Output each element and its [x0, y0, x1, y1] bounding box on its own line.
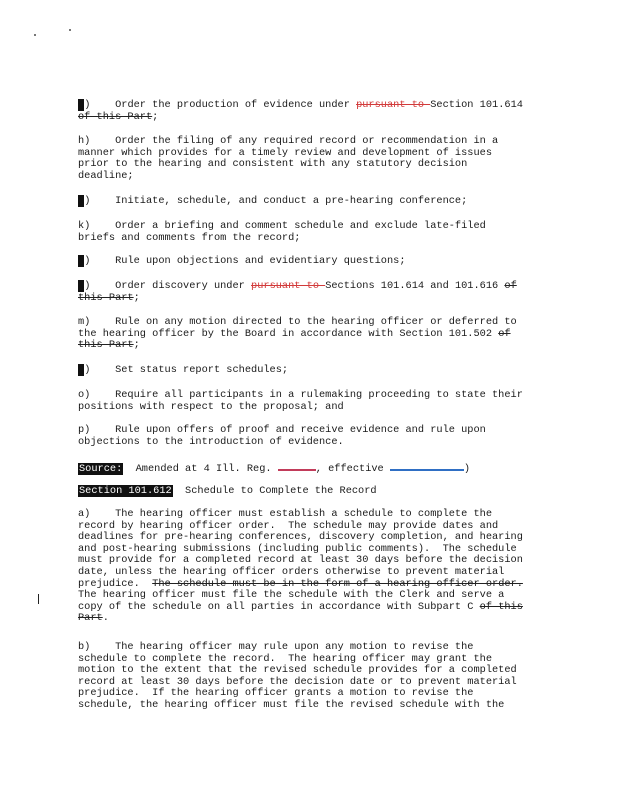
text-run: date, unless the hearing officer orders otherwise to prevent material	[78, 565, 505, 578]
scan-speck	[34, 34, 36, 36]
text-run: k) Order a briefing and comment schedule and exclude late-filed	[78, 220, 486, 232]
redacted-letter: k	[78, 255, 85, 267]
text-run: objections to the introduction of evidence.	[78, 435, 344, 448]
text-run: p) Rule upon offers of proof and receive evidence and rule upon	[78, 424, 486, 436]
text-run: h) Order the filing of any required record or recommendation in a	[78, 135, 499, 147]
text-run: schedule, the hearing officer must file the revised schedule with the	[78, 698, 505, 711]
text-line	[78, 365, 538, 377]
section-heading	[78, 486, 538, 498]
scan-speck	[69, 29, 71, 31]
text-line	[78, 602, 538, 614]
text-run: Sections 101.614 and 101.616	[325, 280, 505, 292]
redacted-letter: g	[78, 99, 85, 111]
section-title: Schedule to Complete the Record	[172, 485, 377, 497]
text-run: m) Rule on any motion directed to the hearing officer or deferred to	[78, 316, 517, 328]
text-run: o) Require all participants in a rulemaking proceeding to state their	[78, 389, 523, 401]
text-line	[78, 281, 538, 293]
text-run: schedule to complete the record. The hearing officer may grant the	[78, 652, 493, 665]
source-text: )	[463, 463, 471, 475]
paragraph-i	[78, 196, 538, 208]
text-line	[78, 700, 538, 712]
deleted-text: of	[504, 280, 517, 292]
deleted-text: this Part	[78, 339, 134, 352]
text-run: copy of the schedule on all parties in accordance with Subpart C	[78, 600, 480, 613]
deleted-text-red: pursuant to	[356, 99, 431, 111]
source-text: Ill. Reg.	[209, 463, 278, 475]
text-line	[78, 402, 538, 414]
deleted-text-red: pursuant to	[251, 280, 326, 292]
text-run: ) Set status report schedules;	[84, 364, 289, 376]
paragraph-o	[78, 390, 538, 413]
text-run: deadline;	[78, 169, 134, 182]
text-line	[78, 196, 538, 208]
deleted-text: of this	[479, 600, 523, 613]
revision-margin-bar	[38, 594, 39, 604]
blank-effective-date	[390, 461, 464, 471]
text-run: The hearing officer must file the schedule with the Clerk and serve a	[78, 589, 505, 602]
text-line	[78, 256, 538, 268]
text-line	[78, 233, 538, 245]
text-line	[78, 613, 538, 625]
text-run: ) Order the production of evidence under	[84, 99, 357, 111]
text-run: Section 101.614	[430, 99, 523, 111]
source-label: Source:	[79, 463, 123, 475]
text-run: ) Initiate, schedule, and conduct a pre-hearing conference;	[84, 195, 468, 207]
blank-reg-number	[278, 461, 316, 471]
paragraph-m	[78, 317, 538, 352]
source-text: Amended at 4	[123, 463, 210, 475]
text-run: record by hearing officer order. The schedule may provide dates and	[78, 519, 499, 532]
text-run: ;	[133, 339, 140, 352]
section-number: Section 101.612	[79, 485, 172, 497]
text-line	[78, 112, 538, 124]
text-run: ;	[133, 291, 140, 304]
text-run: a) The hearing officer must establish a schedule to complete the	[78, 508, 493, 520]
deleted-text: this Part	[78, 291, 134, 304]
text-run: prejudice. If the hearing officer grants a motion to revise the	[78, 687, 474, 700]
text-line	[78, 159, 538, 171]
deleted-text: of this Part	[78, 110, 153, 123]
paragraph-h	[78, 136, 538, 182]
text-run: record at least 30 days before the decision date or to prevent material	[78, 675, 517, 688]
text-run: must provide for a completed record at least 30 days before the decision	[78, 554, 523, 567]
source-note	[78, 461, 538, 476]
text-run: ) Order discovery under	[84, 280, 252, 292]
text-line	[78, 340, 538, 352]
text-run: the hearing officer by the Board in accordance with Section 101.502	[78, 327, 499, 340]
redacted-letter: l	[78, 280, 85, 292]
source-text: , effective	[315, 463, 390, 475]
redacted-letter: i	[78, 195, 85, 207]
paragraph-p	[78, 425, 538, 448]
redacted-letter: n	[78, 364, 85, 376]
text-line	[78, 171, 538, 183]
paragraph-k	[78, 256, 538, 268]
paragraph-l	[78, 281, 538, 304]
text-run: motion to the extent that the revised schedule provides for a completed	[78, 664, 517, 677]
text-run: prejudice.	[78, 577, 153, 590]
paragraph-n	[78, 365, 538, 377]
text-run: .	[102, 612, 109, 625]
text-run: ;	[152, 110, 159, 123]
section-paragraph-a	[78, 509, 538, 625]
text-run: manner which provides for a timely review and development of issues	[78, 146, 493, 159]
deleted-text: The schedule must be in the form of a hearing officer order.	[152, 577, 523, 590]
text-run: and post-hearing submissions (including public comments). The schedule	[78, 542, 517, 555]
text-run: prior to the hearing and consistent with any statutory decision	[78, 158, 468, 171]
paragraph-j	[78, 221, 538, 244]
section-paragraph-b	[78, 642, 538, 712]
text-run: b) The hearing officer may rule upon any motion to revise the	[78, 641, 474, 653]
text-line	[78, 293, 538, 305]
text-run: ) Rule upon objections and evidentiary questions;	[84, 255, 406, 267]
deleted-text: of	[498, 327, 511, 340]
text-line	[78, 329, 538, 341]
text-run: briefs and comments from the record;	[78, 231, 301, 244]
text-line	[78, 437, 538, 449]
text-run: deadlines for pre-hearing conferences, discovery completion, and hearing	[78, 531, 523, 544]
paragraph-g	[78, 100, 538, 123]
text-run: positions with respect to the proposal; and	[78, 400, 344, 413]
deleted-text: Part	[78, 612, 103, 625]
